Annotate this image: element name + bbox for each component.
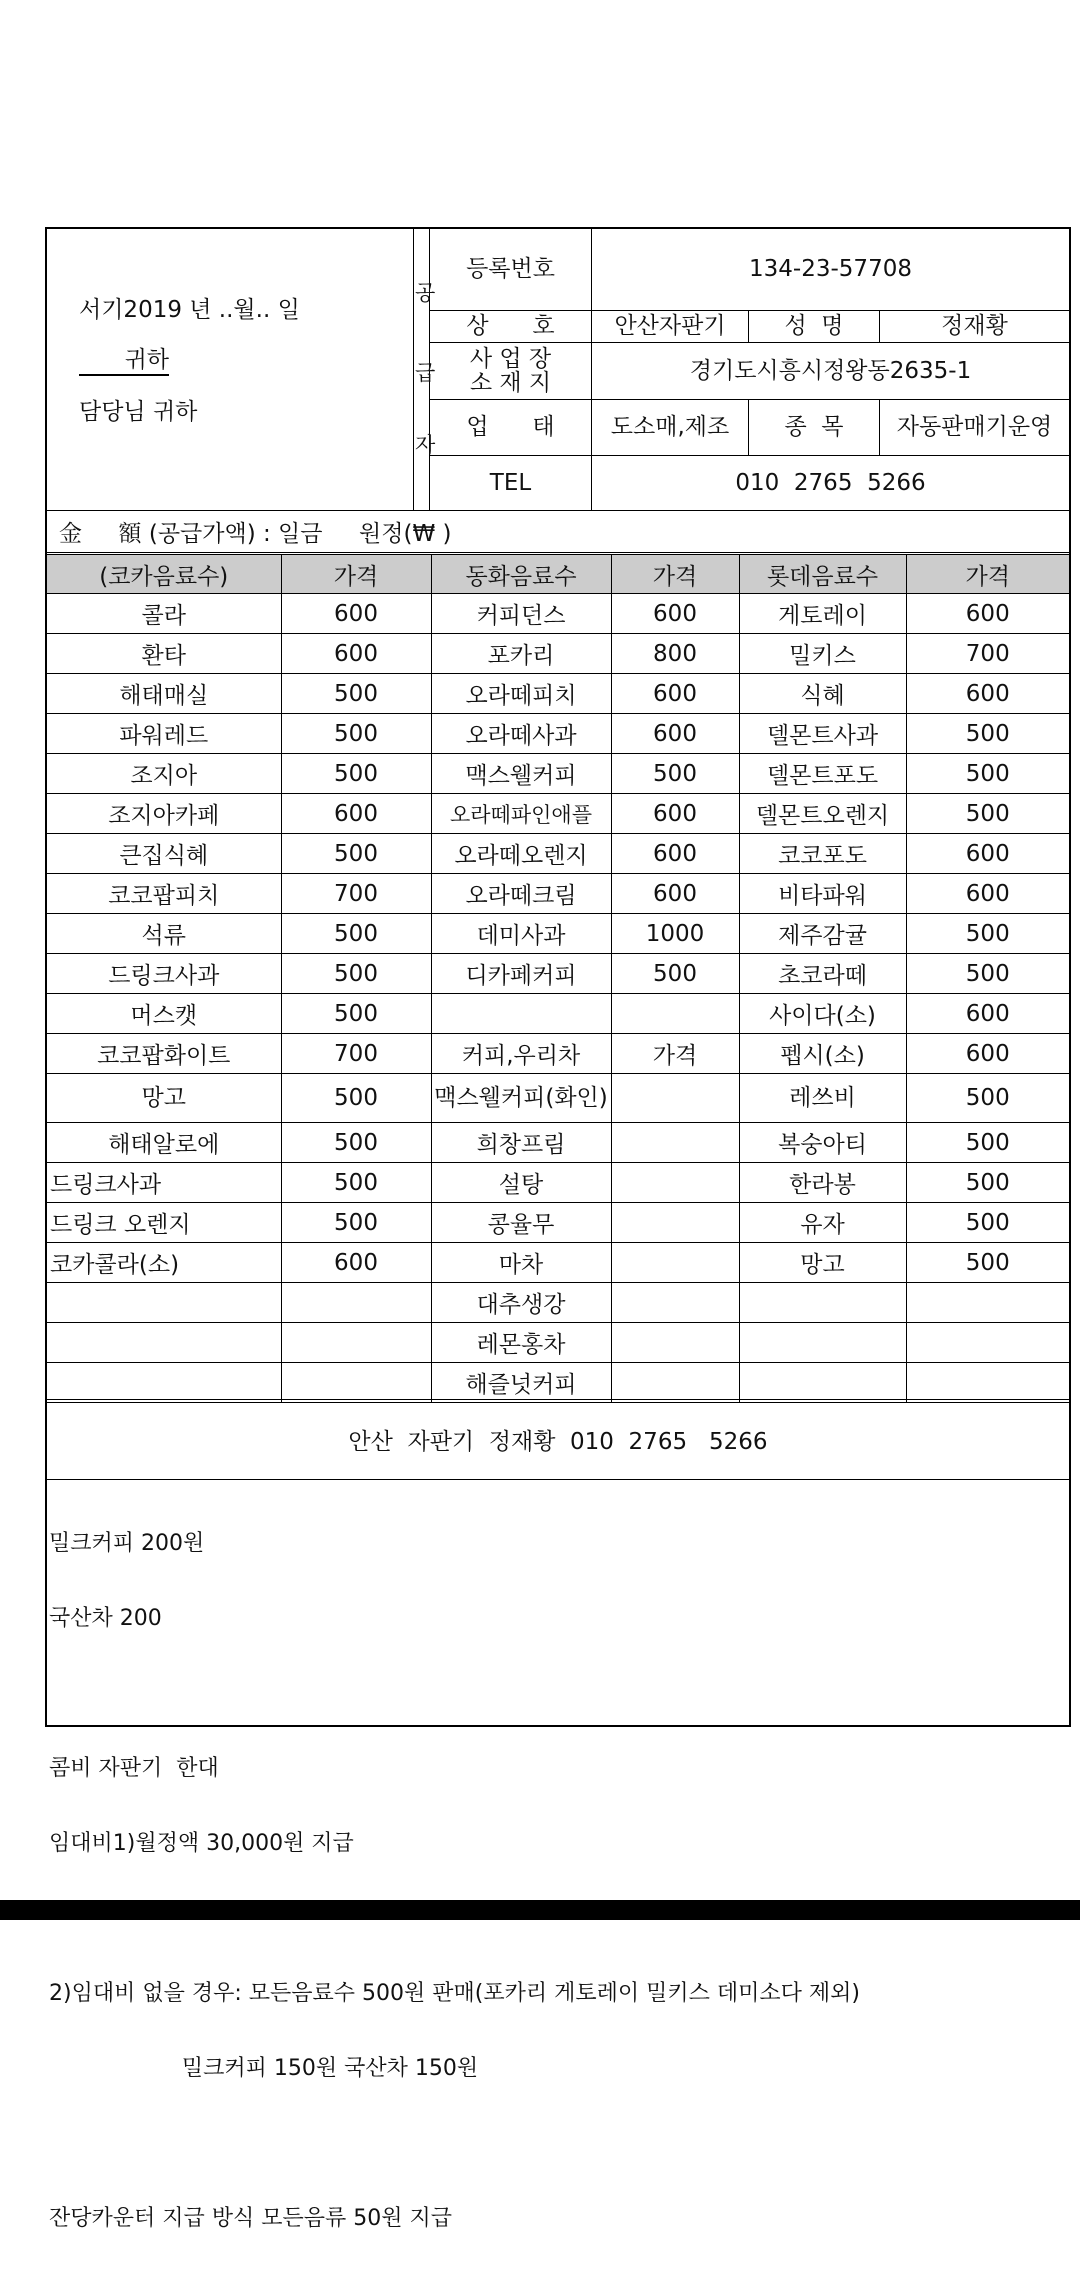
cell: 500	[906, 794, 1069, 834]
cell: 망고	[47, 1074, 281, 1123]
supplier-row-business	[430, 400, 1069, 456]
cell: 500	[281, 714, 431, 754]
cell: 600	[611, 834, 739, 874]
name-value: 안산자판기	[592, 311, 749, 342]
cell: 조지아카페	[47, 794, 281, 834]
cell: 해태매실	[47, 674, 281, 714]
cell: 코코팝화이트	[47, 1034, 281, 1074]
cell	[611, 1323, 739, 1363]
supplier-row-reg	[430, 229, 1069, 311]
supplier-label-char-1: 공	[415, 281, 436, 305]
cell: 해즐넛커피	[431, 1363, 611, 1403]
cell: 맥스웰커피(화인)	[431, 1074, 611, 1123]
cell: 콜라	[47, 594, 281, 634]
cell: 델몬트사과	[739, 714, 906, 754]
cell: 펩시(소)	[739, 1034, 906, 1074]
cell: 500	[906, 1243, 1069, 1283]
table-row	[47, 1243, 1069, 1283]
owner-label: 성 명	[749, 311, 880, 342]
cell: 600	[906, 994, 1069, 1034]
price-table-header	[47, 555, 1069, 594]
cell: 600	[906, 674, 1069, 714]
cell: 레쓰비	[739, 1074, 906, 1123]
cell: 600	[906, 594, 1069, 634]
supplier-label-char-3: 자	[415, 433, 436, 457]
header-price-3: 가격	[906, 555, 1069, 594]
note-line: 밀크커피 200원	[49, 1531, 205, 1556]
cell: 600	[281, 594, 431, 634]
table-row	[47, 1163, 1069, 1203]
business-label: 업 태	[430, 400, 592, 455]
cell	[739, 1363, 906, 1403]
note-line	[49, 2131, 860, 2156]
cell	[906, 1323, 1069, 1363]
table-row	[47, 1034, 1069, 1074]
header-coca: (코카음료수)	[47, 555, 281, 594]
cell: 드링크 오렌지	[47, 1203, 281, 1243]
cell: 비타파워	[739, 874, 906, 914]
price-table	[47, 554, 1069, 1403]
cell	[611, 1123, 739, 1163]
cell: 500	[906, 1123, 1069, 1163]
note-line: 밀크커피 150원 국산차 150원	[49, 2056, 479, 2081]
table-row	[47, 594, 1069, 634]
cell: 오라떼사과	[431, 714, 611, 754]
cell: 600	[906, 874, 1069, 914]
address-label: 사 업 장 소 재 지	[430, 343, 592, 399]
tel-value: 010 2765 5266	[735, 469, 926, 496]
cell: 제주감귤	[739, 914, 906, 954]
cell: 600	[611, 674, 739, 714]
cell: 500	[281, 754, 431, 794]
cell	[431, 994, 611, 1034]
cell: 700	[906, 634, 1069, 674]
cell: 망고	[739, 1243, 906, 1283]
table-row	[47, 834, 1069, 874]
header-lotte: 롯데음료수	[739, 555, 906, 594]
cell: 700	[281, 874, 431, 914]
tel-label: TEL	[430, 456, 592, 510]
cell: 600	[611, 594, 739, 634]
recipient-name: 귀하	[79, 341, 169, 376]
table-row	[47, 994, 1069, 1034]
cell	[281, 1283, 431, 1323]
cell: 사이다(소)	[739, 994, 906, 1034]
note-line: 임대비1)월정액 30,000원 지급	[49, 1831, 354, 1856]
cell: 디카페커피	[431, 954, 611, 994]
manager-line: 담당님 귀하	[79, 399, 198, 425]
cell	[47, 1283, 281, 1323]
cell	[906, 1363, 1069, 1403]
cell: 500	[281, 834, 431, 874]
item-value: 자동판매기운영	[896, 414, 1053, 441]
item-label: 종 목	[749, 400, 880, 455]
cell: 복숭아티	[739, 1123, 906, 1163]
cell: 오라떼크림	[431, 874, 611, 914]
cell: 맥스웰커피	[431, 754, 611, 794]
note-line	[49, 1681, 860, 1706]
cell: 500	[611, 754, 739, 794]
cell	[611, 1283, 739, 1323]
header-price-2: 가격	[611, 555, 739, 594]
cell: 식혜	[739, 674, 906, 714]
cell: 데미사과	[431, 914, 611, 954]
cell	[281, 1323, 431, 1363]
note-line: 잔당카운터 지급 방식 모든음류 50원 지급	[49, 2206, 452, 2231]
cell: 500	[906, 1074, 1069, 1123]
supplier-row-name	[430, 311, 1069, 343]
cell	[47, 1323, 281, 1363]
footer-contact-line: 안산 자판기 정재황 010 2765 5266	[47, 1399, 1069, 1480]
cell	[611, 1363, 739, 1403]
name-label: 상 호	[430, 311, 592, 342]
cell	[611, 1243, 739, 1283]
supplier-info-grid	[430, 229, 1069, 510]
cell: 콩율무	[431, 1203, 611, 1243]
invoice-document	[45, 227, 1071, 2231]
cell: 델몬트포도	[739, 754, 906, 794]
cell	[739, 1283, 906, 1323]
cell: 마차	[431, 1243, 611, 1283]
cell	[611, 1203, 739, 1243]
cell: 500	[611, 954, 739, 994]
table-row	[47, 1123, 1069, 1163]
cell: 700	[281, 1034, 431, 1074]
cell: 환타	[47, 634, 281, 674]
cell: 600	[281, 1243, 431, 1283]
cell: 오라떼오렌지	[431, 834, 611, 874]
cell: 600	[611, 874, 739, 914]
recipient-line	[79, 341, 169, 376]
cell: 초코라떼	[739, 954, 906, 994]
cell: 희창프림	[431, 1123, 611, 1163]
cell: 석류	[47, 914, 281, 954]
address-value: 경기도시흥시정왕동2635-1	[689, 357, 972, 384]
cell: 오라떼피치	[431, 674, 611, 714]
cell: 500	[906, 954, 1069, 994]
cell: 500	[281, 1163, 431, 1203]
cell: 코카콜라(소)	[47, 1243, 281, 1283]
cell: 500	[281, 914, 431, 954]
cell: 파워레드	[47, 714, 281, 754]
cell: 해태알로에	[47, 1123, 281, 1163]
cell: 설탕	[431, 1163, 611, 1203]
table-row	[47, 914, 1069, 954]
supplier-row-address	[430, 343, 1069, 400]
cell: 500	[906, 714, 1069, 754]
cell: 유자	[739, 1203, 906, 1243]
cell: 가격	[611, 1034, 739, 1074]
table-row	[47, 874, 1069, 914]
header-price-1: 가격	[281, 555, 431, 594]
cell: 600	[906, 1034, 1069, 1074]
table-row	[47, 634, 1069, 674]
cell: 델몬트오렌지	[739, 794, 906, 834]
reg-value: 134-23-57708	[749, 256, 912, 283]
cell	[47, 1363, 281, 1403]
cell: 600	[281, 634, 431, 674]
cell: 600	[611, 714, 739, 754]
cell: 600	[281, 794, 431, 834]
cell: 코코팝피치	[47, 874, 281, 914]
cell: 1000	[611, 914, 739, 954]
recipient-block	[47, 229, 414, 510]
note-line: 콤비 자판기 한대	[49, 1756, 219, 1781]
cell	[611, 1163, 739, 1203]
cell: 500	[906, 754, 1069, 794]
note-line: 국산차 200	[49, 1606, 162, 1631]
table-row	[47, 714, 1069, 754]
cell: 커피,우리차	[431, 1034, 611, 1074]
cell: 게토레이	[739, 594, 906, 634]
table-row	[47, 1323, 1069, 1363]
cell: 800	[611, 634, 739, 674]
table-row	[47, 674, 1069, 714]
issue-date: 서기2019 년 ..월.. 일	[79, 297, 300, 323]
supplier-row-tel	[430, 456, 1069, 510]
cell: 밀키스	[739, 634, 906, 674]
cell	[281, 1363, 431, 1403]
table-row	[47, 954, 1069, 994]
cell: 600	[906, 834, 1069, 874]
cell: 500	[281, 1123, 431, 1163]
cell: 500	[906, 914, 1069, 954]
header-donghwa: 동화음료수	[431, 555, 611, 594]
note-line: 2)임대비 없을 경우: 모든음료수 500원 판매(포카리 게토레이 밀키스 데미소다 제외)	[49, 1981, 860, 2006]
cell: 코코포도	[739, 834, 906, 874]
cell: 드링크사과	[47, 1163, 281, 1203]
cell: 머스캣	[47, 994, 281, 1034]
cell: 레몬홍차	[431, 1323, 611, 1363]
table-row	[47, 794, 1069, 834]
cell: 대추생강	[431, 1283, 611, 1323]
cell: 500	[281, 954, 431, 994]
table-row	[47, 1074, 1069, 1123]
cell: 500	[281, 674, 431, 714]
cell	[611, 1074, 739, 1123]
reg-label: 등록번호	[430, 229, 592, 310]
cell: 500	[281, 1074, 431, 1123]
invoice-header	[47, 229, 1069, 511]
cell: 조지아	[47, 754, 281, 794]
amount-line: 金 額 (공급가액) : 일금 원정(₩ )	[47, 511, 1069, 553]
cell	[906, 1283, 1069, 1323]
business-value: 도소매,제조	[592, 400, 749, 455]
table-row	[47, 1283, 1069, 1323]
table-row	[47, 1203, 1069, 1243]
owner-value: 정재황	[941, 313, 1008, 340]
cell: 500	[281, 1203, 431, 1243]
cell: 500	[906, 1163, 1069, 1203]
supplier-label-char-2: 급	[415, 361, 436, 385]
cell: 500	[906, 1203, 1069, 1243]
bottom-bar	[0, 1900, 1080, 1920]
table-row	[47, 1363, 1069, 1403]
cell: 큰집식혜	[47, 834, 281, 874]
supplier-vertical-label	[413, 229, 436, 510]
cell: 500	[281, 994, 431, 1034]
table-row	[47, 754, 1069, 794]
cell: 커피던스	[431, 594, 611, 634]
cell: 드링크사과	[47, 954, 281, 994]
cell: 600	[611, 794, 739, 834]
cell: 한라봉	[739, 1163, 906, 1203]
cell: 포카리	[431, 634, 611, 674]
notes-block	[49, 1481, 860, 2281]
cell	[739, 1323, 906, 1363]
cell: 오라떼파인애플	[431, 794, 611, 834]
cell	[611, 994, 739, 1034]
